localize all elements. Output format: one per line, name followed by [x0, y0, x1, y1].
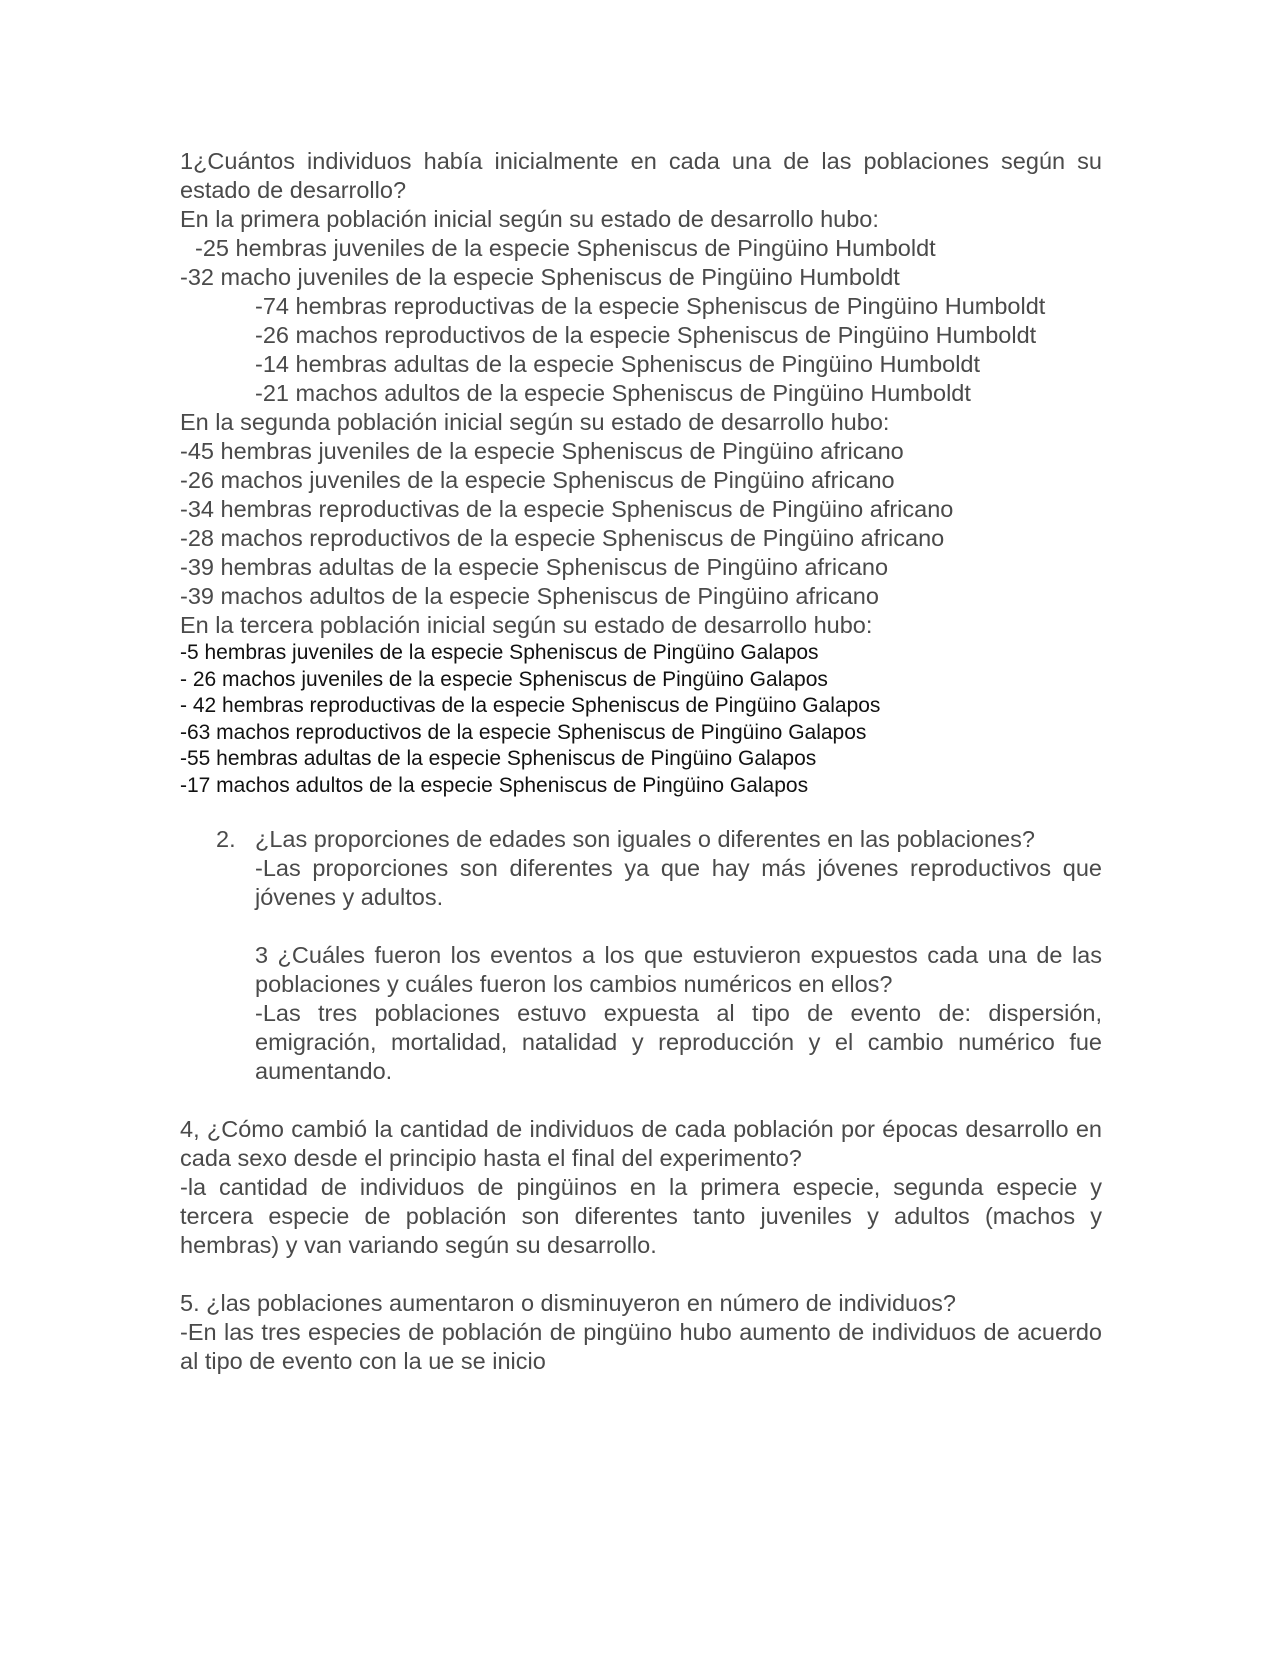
population-3-item: -17 machos adultos de la especie Spheniscus de Pingüino Galapos	[180, 773, 809, 797]
document-page	[180, 147, 1102, 1376]
question-1: 1¿Cuántos individuos había inicialmente en cada una de las poblaciones según su estado de desarrollo?	[180, 148, 1102, 203]
population-1-item: -21 machos adultos de la especie Spheniscus de Pingüino Humboldt	[255, 380, 971, 406]
population-1-item: -26 machos reproductivos de la especie Spheniscus de Pingüino Humboldt	[255, 322, 1037, 348]
population-3-item: -5 hembras juveniles de la especie Spheniscus de Pingüino Galapos	[180, 641, 819, 664]
spacer	[180, 912, 1102, 941]
question-3: 3 ¿Cuáles fueron los eventos a los que estuvieron expuestos cada una de las poblaciones y cuáles fueron los cambios numéricos en ellos?	[255, 942, 1102, 997]
population-1-item: -25 hembras juveniles de la especie Spheniscus de Pingüino Humboldt	[195, 235, 936, 261]
answer-2: -Las proporciones son diferentes ya que hay más jóvenes reproductivos que jóvenes y adultos.	[255, 855, 1102, 910]
question-2-text: ¿Las proporciones de edades son iguales o diferentes en las poblaciones?	[255, 826, 1035, 852]
population-3-heading: En la tercera población inicial según su estado de desarrollo hubo:	[180, 612, 873, 638]
question-2-number: 2.	[216, 826, 236, 852]
population-1-item: -14 hembras adultas de la especie Spheniscus de Pingüino Humboldt	[255, 351, 981, 377]
population-2-heading: En la segunda población inicial según su estado de desarrollo hubo:	[180, 409, 890, 435]
question-4: 4, ¿Cómo cambió la cantidad de individuos de cada población por épocas desarrollo en cada sexo desde el principio hasta el final del experimento?	[180, 1116, 1102, 1171]
spacer	[180, 1086, 1102, 1115]
population-3-item: -55 hembras adultas de la especie Spheniscus de Pingüino Galapos	[180, 747, 817, 770]
population-2-item: -39 hembras adultas de la especie Spheniscus de Pingüino africano	[180, 554, 889, 580]
population-3-item: - 26 machos juveniles de la especie Spheniscus de Pingüino Galapos	[180, 667, 828, 691]
population-2-item: -39 machos adultos de la especie Spheniscus de Pingüino africano	[180, 583, 879, 609]
population-2-item: -26 machos juveniles de la especie Spheniscus de Pingüino africano	[180, 467, 895, 493]
answer-3: -Las tres poblaciones estuvo expuesta al tipo de evento de: dispersión, emigración, mortalidad, natalidad y reproducción y el cambio numérico fue aumentando.	[255, 1000, 1102, 1084]
question-5: 5. ¿las poblaciones aumentaron o disminuyeron en número de individuos?	[180, 1290, 956, 1316]
spacer	[180, 799, 1102, 825]
population-1-item: -32 macho juveniles de la especie Spheniscus de Pingüino Humboldt	[180, 264, 900, 290]
population-1-item: -74 hembras reproductivas de la especie Spheniscus de Pingüino Humboldt	[255, 293, 1046, 319]
population-3-item: -63 machos reproductivos de la especie Spheniscus de Pingüino Galapos	[180, 720, 867, 744]
population-2-item: -45 hembras juveniles de la especie Spheniscus de Pingüino africano	[180, 438, 904, 464]
question-2	[180, 825, 1102, 854]
answer-4: -la cantidad de individuos de pingüinos en la primera especie, segunda especie y tercera especie de población son diferentes tanto juveniles y adultos (machos y hembras) y van variando según su desarrollo.	[180, 1174, 1102, 1258]
population-2-item: -28 machos reproductivos de la especie Spheniscus de Pingüino africano	[180, 525, 945, 551]
population-3-item: - 42 hembras reproductivas de la especie Spheniscus de Pingüino Galapos	[180, 694, 881, 717]
population-2-item: -34 hembras reproductivas de la especie Spheniscus de Pingüino africano	[180, 496, 954, 522]
population-1-heading: En la primera población inicial según su estado de desarrollo hubo:	[180, 206, 879, 232]
answer-5: -En las tres especies de población de pingüino hubo aumento de individuos de acuerdo al tipo de evento con la ue se inicio	[180, 1319, 1102, 1374]
spacer	[180, 1260, 1102, 1289]
